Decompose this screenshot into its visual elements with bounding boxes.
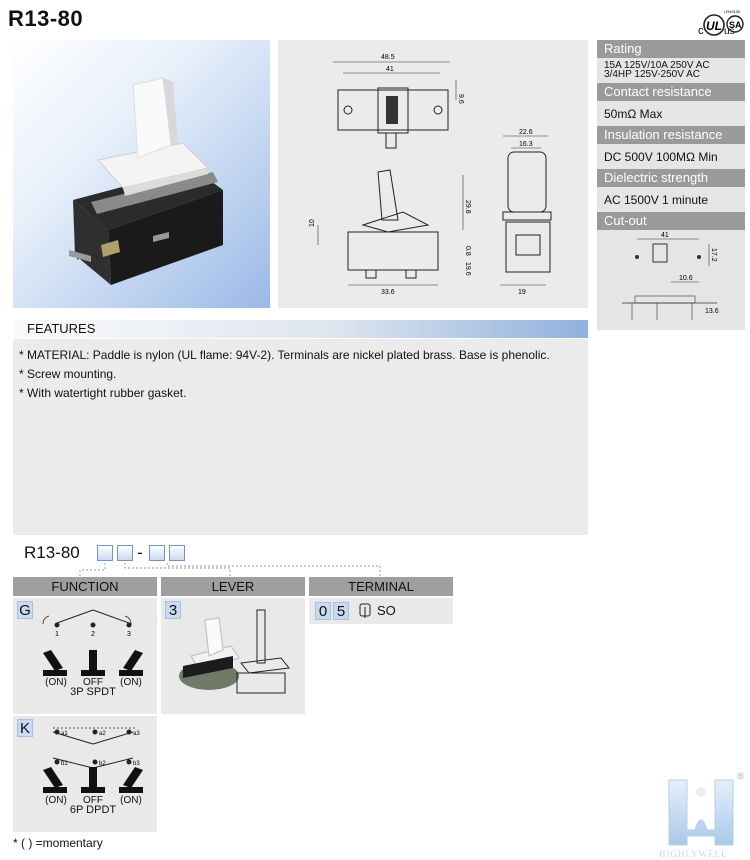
dpdt-term-b1: b1 [61,761,68,767]
spdt-state-right: (ON) [120,677,142,688]
function-k-code: K [17,719,33,737]
spec-dielectric-value: AC 1500V 1 minute [604,193,709,207]
spec-dielectric-label: Dielectric strength [597,169,745,187]
dim-side-height: 29.8 [464,200,471,214]
order-code-prefix: R13-80 [24,543,80,562]
brand-name: HIGHLYWELL [659,849,728,859]
spec-rating-label: Rating [597,40,745,58]
spdt-state-center: OFF [83,677,103,688]
spdt-name: 3P SPDT [70,686,116,698]
cert-ul-mark: UL [706,19,722,33]
dpdt-term-a1: a1 [61,731,68,737]
spec-rating-line-1: 15A 125V/10A 250V AC [604,60,710,71]
toggle-icon-left [43,650,67,676]
terminal-code-a: 0 [315,602,331,620]
dpdt-state-right: (ON) [120,795,142,806]
dim-side-body: 19.6 [464,262,471,276]
cert-csa-mark: SA [729,20,742,30]
dim-side-width: 22.6 [519,129,533,136]
dpdt-state-center: OFF [83,795,103,806]
dim-top-height: 9.6 [457,94,464,104]
function-g-panel [13,598,157,714]
toggle-icon-right [119,650,143,676]
feature-item: * Screw mounting. [19,367,117,381]
dpdt-name: 6P DPDT [69,804,117,816]
column-lever-header: LEVER [161,577,305,596]
toggle-icon-right [119,767,143,793]
page-title: R13-80 [8,6,84,31]
spdt-position-3: 3 [127,631,131,638]
momentary-note: * ( ) =momentary [13,836,103,850]
dim-front-height: 10 [309,219,316,227]
dim-side-depth: 19 [518,289,526,296]
dpdt-term-a3: a3 [133,731,140,737]
cert-c-mark: c [698,25,704,37]
dim-top-hole: 41 [386,66,394,73]
features-heading: FEATURES [27,321,96,336]
cutout-diagram [597,230,745,330]
dpdt-term-b2: b2 [99,761,106,767]
product-photo [13,40,270,308]
dim-side-paddle: 16.3 [519,141,533,148]
spec-contact-label: Contact resistance [597,83,745,101]
column-terminal-header: TERMINAL [309,577,453,596]
terminal-panel [309,598,453,624]
lever-illustration [161,598,305,714]
toggle-icon-left [43,767,67,793]
dpdt-state-left: (ON) [45,795,67,806]
dim-side-gap: 0.8 [464,246,471,256]
dim-top-width: 48.5 [381,54,395,61]
spdt-position-2: 2 [91,631,95,638]
features-header [13,320,588,338]
toggle-icon-center [81,767,105,793]
cutout-side: 13.6 [705,308,719,315]
lever-code: 3 [165,601,181,619]
specifications-panel [597,40,745,330]
spec-contact-value: 50mΩ Max [604,107,663,121]
highlywell-logo [655,770,747,860]
dim-front-width: 33.6 [381,289,395,296]
solder-terminal-icon [357,603,373,619]
dimension-drawing [278,40,588,308]
technical-drawing [278,40,588,308]
toggle-switch-illustration [13,40,270,308]
spdt-position-1: 1 [55,631,59,638]
column-function-header: FUNCTION [13,577,157,596]
function-g-code: G [17,601,33,619]
lever-3-panel [161,598,305,714]
order-code-dash: - [137,543,143,562]
terminal-label: SO [377,603,396,618]
cert-listed-mark: LR49130 [724,9,741,14]
cert-us-mark: us [724,26,735,37]
dpdt-term-b3: b3 [133,761,140,767]
spec-insulation-label: Insulation resistance [597,126,745,144]
terminal-code-b: 5 [333,602,349,620]
brand-registered: ® [737,771,744,781]
dpdt-term-a2: a2 [99,731,106,737]
function-k-panel [13,716,157,832]
feature-item: * With watertight rubber gasket. [19,386,187,400]
cutout-width: 41 [661,232,669,239]
spec-cutout-label: Cut-out [597,212,745,230]
cutout-height: 17.2 [710,248,717,262]
spec-rating-line-2: 3/4HP 125V-250V AC [604,69,700,80]
spdt-state-left: (ON) [45,677,67,688]
toggle-icon-center [81,650,105,676]
certification-marks [644,6,744,40]
feature-item: * MATERIAL: Paddle is nylon (UL flame: 94V-2). Terminals are nickel plated brass. Base is phenolic. [19,348,550,362]
spec-insulation-value: DC 500V 100MΩ Min [604,150,718,164]
cutout-inner: 10.6 [679,275,693,282]
features-body [13,339,588,535]
